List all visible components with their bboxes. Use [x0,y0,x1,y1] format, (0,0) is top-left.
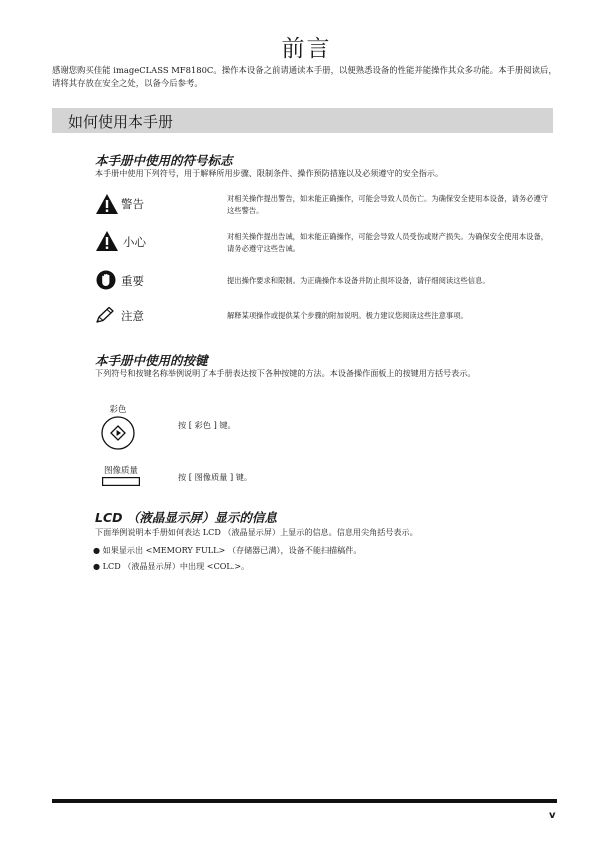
color-key-description: 按 [ 彩色 ] 键。 [178,420,236,430]
symbols-heading: 本手册中使用的符号标志 [95,153,233,168]
section-header [52,108,553,133]
page-number: v [549,810,556,821]
image-quality-key-description: 按 [ 图像质量 ] 键。 [178,472,253,482]
rectangular-key-icon [102,477,140,486]
keys-heading: 本手册中使用的按键 [95,353,208,368]
warning-triangle-icon [95,193,119,215]
page-title: 前言 [281,36,332,62]
pencil-note-icon [95,306,117,324]
color-key-caption: 彩色 [109,405,127,415]
symbols-description: 本手册中使用下列符号，用于解释所用步骤、限制条件、操作预防措施以及必须遵守的安全指示。 [95,168,444,178]
caution-triangle-icon [95,230,119,252]
lcd-bullet-1: ● 如果显示出 <MEMORY FULL> （存储器已满），设备不能扫描稿件。 [93,545,362,555]
intro-paragraph: 感谢您购买佳能 imageCLASS MF8180C。操作本设备之前请通读本手册，以便熟悉设备的性能并能操作其众多功能。本手册阅读后，请将其存放在安全之处，以备今后参考。 [52,65,557,88]
note-description: 解释某项操作或提供某个步骤的附加说明。极力建议您阅读这些注意事项。 [227,311,468,320]
lcd-heading: LCD （液晶显示屏）显示的信息 [95,510,277,525]
warning-description: 对相关操作提出警告，如未能正确操作，可能会导致人员伤亡。为确保安全使用本设备，请务必遵守这些警告。 [227,194,549,215]
note-label: 注意 [121,309,144,323]
lcd-bullet-2: ● LCD （液晶显示屏）中出现 <COL.>。 [93,561,250,571]
lcd-description: 下面举例说明本手册如何表达 LCD （液晶显示屏）上显示的信息。信息用尖角括号表示。 [95,527,418,537]
stop-hand-icon [96,270,116,290]
section-title: 如何使用本手册 [68,113,174,131]
image-quality-key-caption: 图像质量 [103,466,138,476]
important-label: 重要 [121,274,144,288]
keys-description: 下列符号和按键名称举例说明了本手册表达按下各种按键的方法。本设备操作面板上的按键用方括号表示。 [95,368,476,378]
lcd-bullet-1-text: 如果显示出 <MEMORY FULL> （存储器已满），设备不能扫描稿件。 [102,545,362,555]
caution-label: 小心 [123,235,146,249]
color-start-key-icon [101,416,135,450]
warning-label: 警告 [121,197,144,211]
caution-description: 对相关操作提出告诫，如未能正确操作，可能会导致人员受伤或财产损失。为确保安全使用本设备，请务必遵守这些告诫。 [227,232,549,253]
important-description: 提出操作要求和限制。为正确操作本设备并防止损坏设备，请仔细阅读这些信息。 [227,276,490,285]
footer-rule [52,799,557,803]
lcd-bullet-2-text: LCD （液晶显示屏）中出现 <COL.>。 [102,561,250,571]
